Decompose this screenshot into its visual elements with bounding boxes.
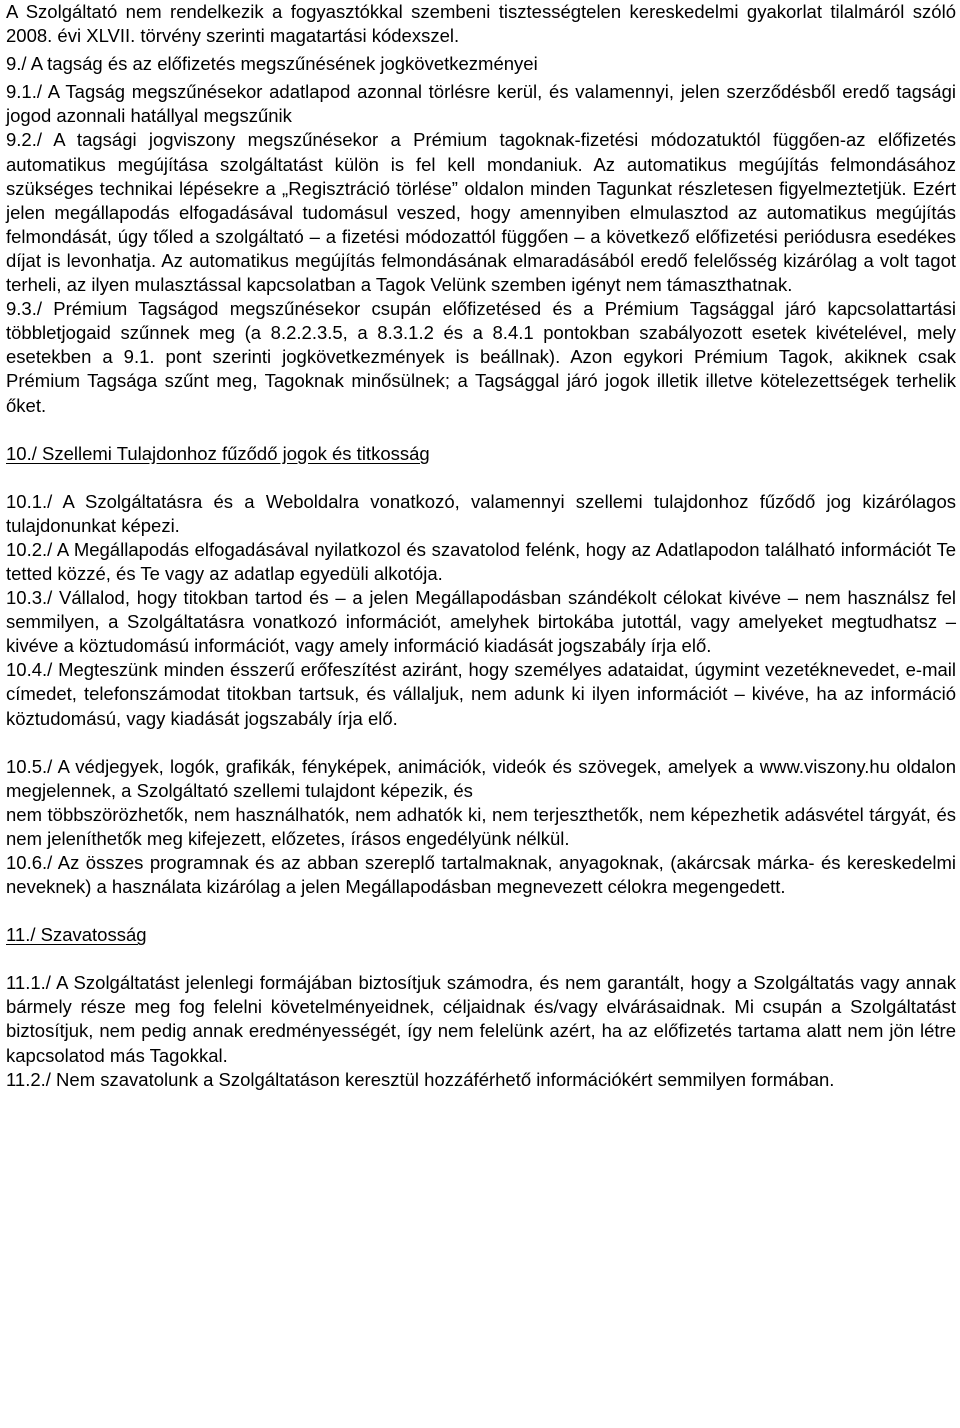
section-9-heading: 9./ A tagság és az előfizetés megszűnésének jogkövetkezményei <box>6 53 538 75</box>
clause-10-5-first: 10.5./ A védjegyek, logók, grafikák, fényképek, animációk, videók és szövegek, amelyek a www.viszony.hu oldalon megjelennek, a Szolgáltató szellemi tulajdont képezik, és <box>6 755 956 801</box>
spacer <box>6 466 956 490</box>
clause-10-1: 10.1./ A Szolgáltatásra és a Weboldalra vonatkozó, valamennyi szellemi tulajdonhoz fűződő jog kizárólagos tulajdonunkat képezi. <box>6 490 956 536</box>
section-10-heading <box>6 442 956 466</box>
section-11-heading <box>6 923 956 947</box>
clause-9-1: 9.1./ A Tagság megszűnésekor adatlapod azonnal törlésre kerül, és valamennyi, jelen szerződésből eredő tagsági jogod azonnali hatállyal megszűnik <box>6 81 956 127</box>
section-10-heading-text: 10./ Szellemi Tulajdonhoz fűződő jogok és titkosság <box>6 442 430 464</box>
section-11-heading-text: 11./ Szavatosság <box>6 924 147 946</box>
clause-9-2: 9.2./ A tagsági jogviszony megszűnésekor a Prémium tagoknak-fizetési módozatuktól függően-az előfizetés automatikus megújítása szolgáltatást külön is fel kell mondaniuk. Az automatikus megújítás felmondásához szükséges technikai lépésekre a „Regisztráció törlése” oldalon minden Tagunkat részletesen figyelmeztetjük. Ezért jelen megállapodás elfogadásával tudomásul veszed, hogy amennyiben elmulasztod az automatikus megújítás felmondását, úgy tőled a szolgáltató – a fizetési módozattól függően – a következő előfizetési periódusra esedékes díjat is levonhatja. Az automatikus megújítás felmondásának elmaradásából eredő felelősség kizárólag a volt tagot terheli, az ilyen mulasztással kapcsolatban a Tagok Velünk szemben igényt nem támaszthatnak. <box>6 129 956 296</box>
clause-11-1: 11.1./ A Szolgáltatást jelenlegi formájában biztosítjuk számodra, és nem garantált, hogy a Szolgáltatás vagy annak bármely része meg fog felelni követelményeidnek, céljaidnak és/vagy elvárásaidnak. Mi csupán a Szolgáltatást biztosítjuk, nem pedig annak eredményességét, így nem felelünk azért, ha az előfizetés tartama alatt nem jön létre kapcsolatod más Tagokkal. <box>6 972 956 1066</box>
spacer <box>6 947 956 971</box>
clause-11-2: 11.2./ Nem szavatolunk a Szolgáltatáson keresztül hozzáférhető információkért semmilyen formában. <box>6 1068 835 1090</box>
clause-10-3: 10.3./ Vállalod, hogy titokban tartod és – a jelen Megállapodásban szándékolt célokat kivéve – nem használsz fel semmilyen, a Szolgáltatásra vonatkozó információt, amelyhek birtokába jutottál, vagy amelyeket megtudhatsz – kivéve a köztudomású információt, vagy amely információ kiadását jogszabály írja elő. <box>6 587 956 657</box>
clause-10-6: 10.6./ Az összes programnak és az abban szereplő tartalmaknak, anyagoknak, (akárcsak márka- és kereskedelmi neveknek) a használata kizárólag a jelen Megállapodásban megnevezett célokra megengedett. <box>6 852 956 898</box>
clause-9-3: 9.3./ Prémium Tagságod megszűnésekor csupán előfizetésed és a Prémium Tagsággal járó kapcsolattartási többletjogaid szűnnek meg (a 8.2.2.3.5, a 8.3.1.2 és a 8.4.1 pontokban szabályozott esetek kivételével, mely esetekben a 9.1. pont szerinti jogkövetkezmények is beállnak). Azon egykori Prémium Tagok, akiknek csak Prémium Tagsága szűnt meg, Tagoknak minősülnek; a Tagsággal járó jogok illetik illetve kötelezettségek terhelik őket. <box>6 298 956 416</box>
clause-10-4: 10.4./ Megteszünk minden ésszerű erőfeszítést aziránt, hogy személyes adataidat, úgymint vezetéknevedet, e-mail címedet, telefonszámodat titokban tartsuk, és vállaljuk, nem adunk ki ilyen információt – kivéve, ha az információ köztudomású, vagy kiadását jogszabály írja elő. <box>6 659 956 729</box>
spacer <box>6 899 956 923</box>
clause-10-5-second: nem többszörözhetők, nem használhatók, nem adhatók ki, nem terjeszthetők, nem képezhetik adásvétel tárgyát, és nem jeleníthetők meg kifejezett, előzetes, írásos engedélyünk nélkül. <box>6 803 956 849</box>
clause-10-2: 10.2./ A Megállapodás elfogadásával nyilatkozol és szavatolod felénk, hogy az Adatlapodon található információt Te tetted közzé, és Te vagy az adatlap egyedüli alkotója. <box>6 538 956 584</box>
spacer <box>6 731 956 755</box>
intro-paragraph: A Szolgáltató nem rendelkezik a fogyasztókkal szembeni tisztességtelen kereskedelmi gyakorlat tilalmáról szóló 2008. évi XLVII. törvény szerinti magatartási kódexszel. <box>6 1 956 47</box>
spacer <box>6 418 956 442</box>
